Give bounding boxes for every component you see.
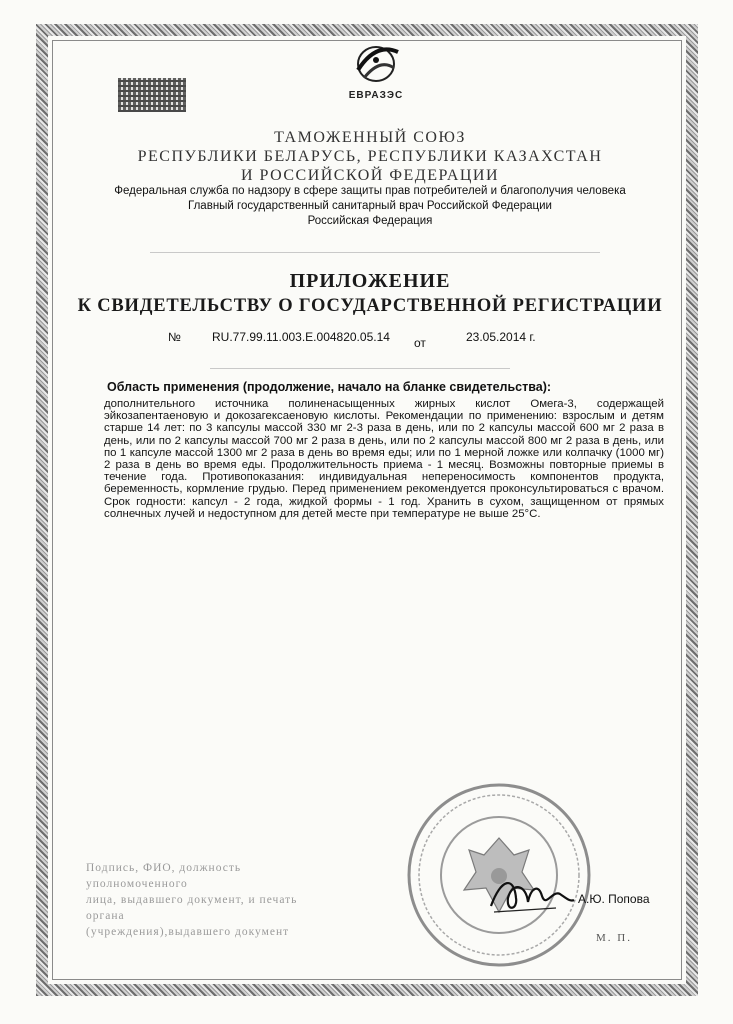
header-line-3: И РОССИЙСКОЙ ФЕДЕРАЦИИ xyxy=(240,167,500,184)
signature-note xyxy=(86,860,336,940)
divider-line xyxy=(210,368,510,369)
authority-line-3: Российская Федерация xyxy=(307,215,433,227)
signature-note-line-1: Подпись, ФИО, должность уполномоченного xyxy=(86,862,242,890)
signer-name: А.Ю. Попова xyxy=(578,892,650,906)
handwritten-signature xyxy=(486,868,576,918)
signature-note-line-2: лица, выдавшего документ, и печать органа xyxy=(86,894,298,922)
content-paragraph: дополнительного источника полиненасыщенных жирных кислот Омега-3, содержащей эйкозапентаеновую и докозагексаеновую кислоты. Рекомендации по применению: взрослым и детям старше 14 лет: по 3 капсулы массой 330 мг 2-3 раза в день, или по 2 капсулы массой 600 мг 2 раза в день, или по 2 капсулы массой 700 мг 2 раза в день, или по 2 капсулы массой 800 мг 2 раза в день, или по 1 капсуле массой 1300 мг 2 раза в день во время еды; или по 1 мерной ложке или колпачку (1000 мг) 2 раза в день во время еды. Продолжительность приема - 1 месяц. Возможны повторные приемы в течение года. Противопоказания: индивидуальная непереносимость компонентов продукта, беременность, кормление грудью. Перед применением рекомендуется проконсультироваться с врачом. Срок годности: капсул - 2 года, жидкой формы - 1 год. Хранить в сухом, защищенном от прямых солнечных лучей и недоступном для детей месте при температуре не выше 25°С. xyxy=(104,398,664,520)
barcode-pattern xyxy=(118,78,186,112)
eurasec-emblem xyxy=(336,38,416,108)
registration-number-label: № xyxy=(168,330,181,344)
authority-line-2: Главный государственный санитарный врач Российской Федерации xyxy=(188,200,552,212)
signature-icon xyxy=(486,868,576,918)
signature-note-line-3: (учреждения),выдавшего документ xyxy=(86,926,290,938)
authority-block xyxy=(80,184,660,229)
registration-date-label: от xyxy=(414,336,426,350)
title-line-2: К СВИДЕТЕЛЬСТВУ О ГОСУДАРСТВЕННОЙ РЕГИСТРАЦИИ xyxy=(77,296,663,316)
customs-union-header xyxy=(80,128,660,185)
registration-number: RU.77.99.11.003.Е.004820.05.14 xyxy=(212,330,390,344)
document-title xyxy=(60,269,680,319)
divider-line xyxy=(150,252,600,253)
seal-place-mark: М. П. xyxy=(596,932,632,944)
emblem-label: ЕВРАЗЭС xyxy=(348,90,404,101)
header-line-2: РЕСПУБЛИКИ БЕЛАРУСЬ, РЕСПУБЛИКИ КАЗАХСТАН xyxy=(137,148,603,165)
authority-line-1: Федеральная служба по надзору в сфере защиты прав потребителей и благополучия человека xyxy=(114,185,626,197)
content-heading: Область применения (продолжение, начало на бланке свидетельства): xyxy=(107,380,552,394)
registration-date: 23.05.2014 г. xyxy=(466,330,536,344)
eurasec-logo-icon xyxy=(336,38,416,90)
title-line-1: ПРИЛОЖЕНИЕ xyxy=(289,270,451,292)
header-line-1: ТАМОЖЕННЫЙ СОЮЗ xyxy=(274,129,466,146)
content-body xyxy=(104,398,664,520)
